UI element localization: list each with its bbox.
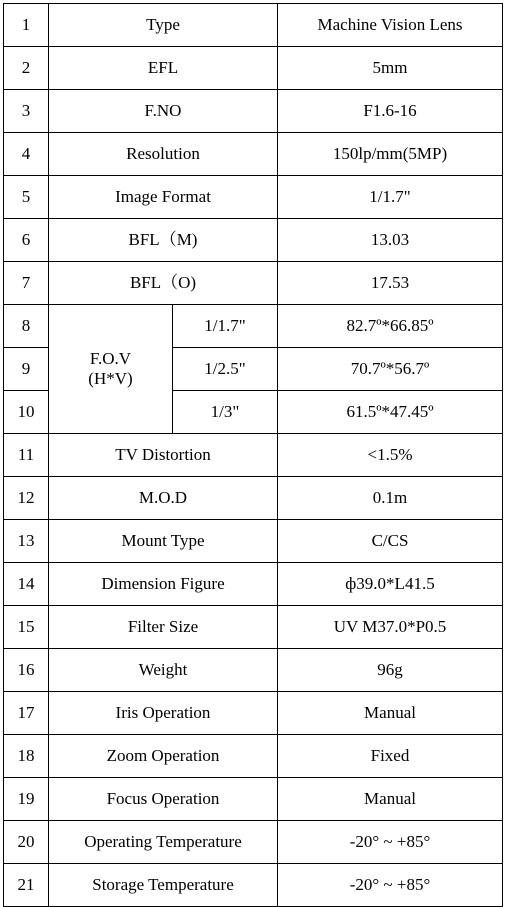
fov-format: 1/3"	[173, 391, 278, 434]
param-name: Storage Temperature	[49, 864, 278, 907]
param-name: BFL（O)	[49, 262, 278, 305]
row-number: 4	[4, 133, 49, 176]
table-row	[4, 563, 503, 606]
table-row-fov	[4, 305, 503, 348]
param-name: Mount Type	[49, 520, 278, 563]
param-value: 1/1.7"	[278, 176, 503, 219]
param-value: 13.03	[278, 219, 503, 262]
param-value: 0.1m	[278, 477, 503, 520]
param-name: Iris Operation	[49, 692, 278, 735]
row-number: 5	[4, 176, 49, 219]
table-row	[4, 219, 503, 262]
row-number: 12	[4, 477, 49, 520]
param-value: 61.5º*47.45º	[278, 391, 503, 434]
param-name: Filter Size	[49, 606, 278, 649]
row-number: 14	[4, 563, 49, 606]
param-value: Manual	[278, 778, 503, 821]
param-name: Operating Temperature	[49, 821, 278, 864]
row-number: 9	[4, 348, 49, 391]
row-number: 20	[4, 821, 49, 864]
param-name: Dimension Figure	[49, 563, 278, 606]
param-value: F1.6-16	[278, 90, 503, 133]
table-row	[4, 864, 503, 907]
table-row	[4, 90, 503, 133]
lens-spec-table	[3, 3, 503, 907]
table-row	[4, 649, 503, 692]
row-number: 10	[4, 391, 49, 434]
param-name: TV Distortion	[49, 434, 278, 477]
param-value: <1.5%	[278, 434, 503, 477]
param-value: -20° ~ +85°	[278, 864, 503, 907]
table-row	[4, 477, 503, 520]
param-value: 70.7º*56.7º	[278, 348, 503, 391]
row-number: 21	[4, 864, 49, 907]
param-name: F.NO	[49, 90, 278, 133]
table-row	[4, 4, 503, 47]
row-number: 1	[4, 4, 49, 47]
param-value: 150lp/mm(5MP)	[278, 133, 503, 176]
row-number: 7	[4, 262, 49, 305]
table-row	[4, 520, 503, 563]
table-row	[4, 133, 503, 176]
table-row	[4, 735, 503, 778]
row-number: 19	[4, 778, 49, 821]
param-name: Zoom Operation	[49, 735, 278, 778]
param-name: Weight	[49, 649, 278, 692]
table-row	[4, 47, 503, 90]
param-value: -20° ~ +85°	[278, 821, 503, 864]
row-number: 16	[4, 649, 49, 692]
fov-label-line1: F.O.V	[89, 349, 132, 368]
param-value: 17.53	[278, 262, 503, 305]
param-name: M.O.D	[49, 477, 278, 520]
table-row	[4, 606, 503, 649]
row-number: 6	[4, 219, 49, 262]
table-row	[4, 434, 503, 477]
fov-label-line2: (H*V)	[88, 369, 133, 388]
row-number: 3	[4, 90, 49, 133]
param-value: 82.7º*66.85º	[278, 305, 503, 348]
table-row	[4, 821, 503, 864]
param-value: C/CS	[278, 520, 503, 563]
fov-label	[49, 305, 173, 434]
param-value: Machine Vision Lens	[278, 4, 503, 47]
table-row	[4, 692, 503, 735]
row-number: 2	[4, 47, 49, 90]
row-number: 8	[4, 305, 49, 348]
param-name: BFL（M)	[49, 219, 278, 262]
param-value: UV M37.0*P0.5	[278, 606, 503, 649]
param-value: ф39.0*L41.5	[278, 563, 503, 606]
param-value: Fixed	[278, 735, 503, 778]
param-name: Image Format	[49, 176, 278, 219]
table-row	[4, 778, 503, 821]
param-value: Manual	[278, 692, 503, 735]
fov-format: 1/1.7"	[173, 305, 278, 348]
param-name: EFL	[49, 47, 278, 90]
table-row	[4, 262, 503, 305]
param-value: 96g	[278, 649, 503, 692]
row-number: 17	[4, 692, 49, 735]
param-name: Focus Operation	[49, 778, 278, 821]
row-number: 18	[4, 735, 49, 778]
param-name: Type	[49, 4, 278, 47]
table-row	[4, 176, 503, 219]
fov-format: 1/2.5"	[173, 348, 278, 391]
row-number: 11	[4, 434, 49, 477]
row-number: 15	[4, 606, 49, 649]
row-number: 13	[4, 520, 49, 563]
param-name: Resolution	[49, 133, 278, 176]
param-value: 5mm	[278, 47, 503, 90]
